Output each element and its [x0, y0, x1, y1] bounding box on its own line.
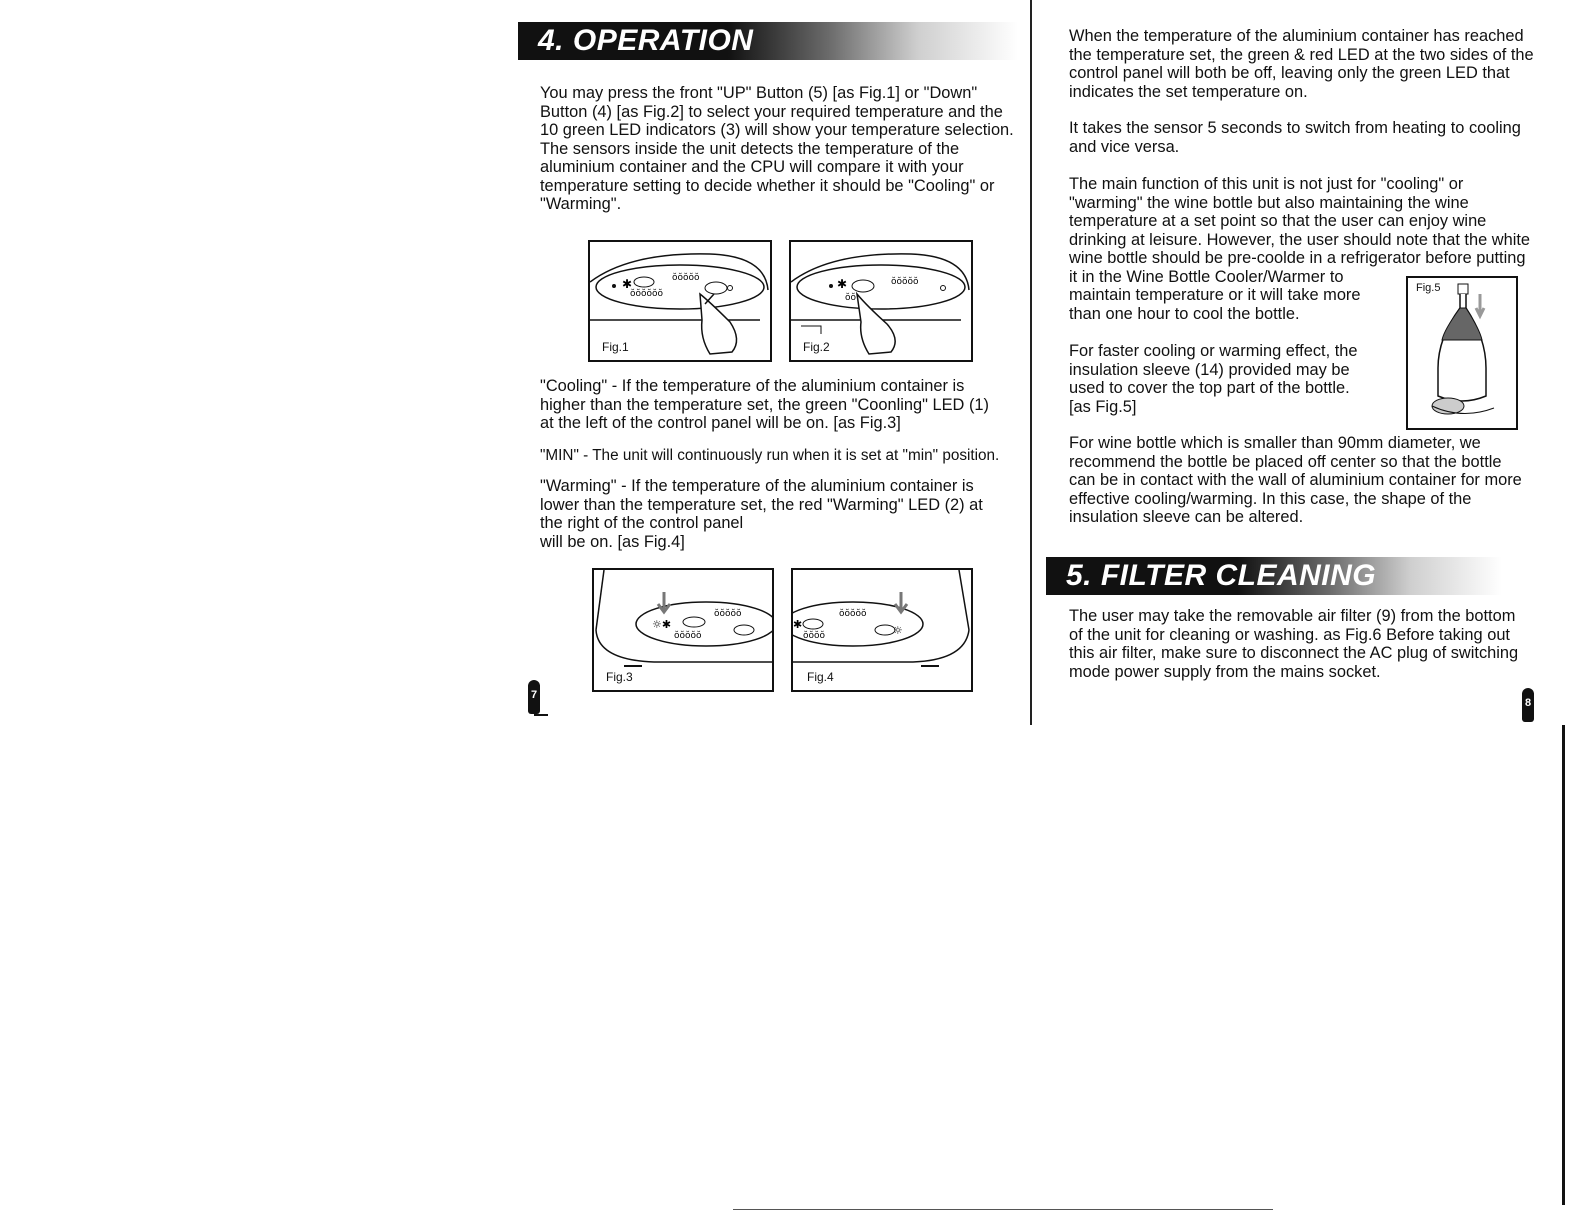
scan-edge-right [1562, 725, 1565, 1205]
scan-edge-bottom [733, 1209, 1273, 1210]
warming-paragraph: "Warming" - If the temperature of the aluminium container is lower than the temperature set, the red "Warming" LED (2) at the right of the control panel will be on. [as Fig.4] [540, 477, 983, 551]
svg-text:☼: ☼ [893, 624, 903, 637]
svg-text:ŏŏŏŏŏ: ŏŏŏŏŏ [839, 609, 867, 619]
svg-text:ŏŏŏŏŏ: ŏŏŏŏŏ [714, 609, 742, 619]
paragraph-sensor-switch: It takes the sensor 5 seconds to switch from heating to cooling and vice versa. [1069, 119, 1521, 156]
figure-1 [588, 240, 772, 362]
svg-text:✱: ✱ [837, 277, 848, 291]
figure-3 [592, 568, 774, 692]
svg-text:ŏŏ: ŏŏ [845, 293, 857, 303]
fig-5-label: Fig.5 [1416, 282, 1441, 294]
svg-text:✱: ✱ [622, 277, 633, 291]
paragraph-led-off: When the temperature of the aluminium container has reached the temperature set, the green & red LED at the two sides of the control panel will both be off, leaving only the green LED that indicates the set temperature on. [1069, 27, 1534, 101]
paragraph-filter-cleaning: The user may take the removable air filter (9) from the bottom of the unit for cleaning or washing. as Fig.6 Before taking out this air filter, make sure to disconnect the AC plug of switching mode power supply from the mains socket. [1069, 607, 1519, 681]
paragraph-main-function: The main function of this unit is not just for "cooling" or "warming" the wine bottle but also maintaining the wine temperature at a set point so that the user can enjoy wine drinking at leisure. However, the user should note that the white wine bottle should be pre-coolde in a refrigerator before putting it in the Wine Bottle Cooler/Warmer to maintain temperature or it will take more than one hour to cool the bottle. [1069, 175, 1531, 323]
svg-text:ŏŏŏŏŏ: ŏŏŏŏŏ [672, 273, 700, 283]
page-number-7: 7 [528, 680, 540, 714]
svg-text:ŏŏŏŏ: ŏŏŏŏ [803, 631, 826, 641]
section-header-operation [518, 22, 1018, 60]
page-tab-underline [534, 714, 548, 716]
fig-3-label: Fig.3 [606, 670, 633, 684]
svg-text:ŏŏŏŏŏ: ŏŏŏŏŏ [674, 631, 702, 641]
page-number-8: 8 [1522, 688, 1534, 722]
figure-4 [791, 568, 973, 692]
section-header-filter-cleaning [1046, 557, 1502, 595]
wine-bottle-sleeve-illustration [1408, 278, 1516, 428]
paragraph-insulation-sleeve: For faster cooling or warming effect, the insulation sleeve (14) provided may be used to cover the top part of the bottle. [as Fig.5] [1069, 342, 1358, 416]
fig-2-label: Fig.2 [803, 340, 830, 354]
min-paragraph: "MIN" - The unit will continuously run when it is set at "min" position. [540, 447, 1000, 464]
paragraph-small-bottle: For wine bottle which is smaller than 90mm diameter, we recommend the bottle be placed off center so that the bottle can be in contact with the wall of aluminium container for more effective cooling/warming. In this case, the shape of the insulation sleeve can be altered. [1069, 434, 1522, 526]
page-spine-divider [1030, 0, 1032, 725]
section-title: 4. OPERATION [538, 24, 754, 57]
svg-text:✱: ✱ [793, 618, 803, 631]
intro-paragraph: You may press the front "UP" Button (5) [as Fig.1] or "Down" Button (4) [as Fig.2] to select your required temperature and the 10 green LED indicators (3) will show your temperature selection. The sensors inside the unit detects the temperature of the aluminium container and the CPU will compare it with your temperature setting to decide whether it should be "Cooling" or "Warming". [540, 84, 1014, 213]
figure-2 [789, 240, 973, 362]
section-title: 5. FILTER CLEANING [1066, 559, 1377, 592]
figure-5 [1406, 276, 1518, 430]
svg-text:☼✱: ☼✱ [652, 618, 672, 631]
svg-text:ŏŏŏŏŏ: ŏŏŏŏŏ [891, 277, 919, 287]
fig-4-label: Fig.4 [807, 670, 834, 684]
cooling-paragraph: "Cooling" - If the temperature of the aluminium container is higher than the temperature set, the green "Coonling" LED (1) at the left of the control panel will be on. [as Fig.3] [540, 377, 989, 432]
svg-text:ŏŏŏŏŏŏ: ŏŏŏŏŏŏ [630, 289, 664, 299]
fig-1-label: Fig.1 [602, 340, 629, 354]
